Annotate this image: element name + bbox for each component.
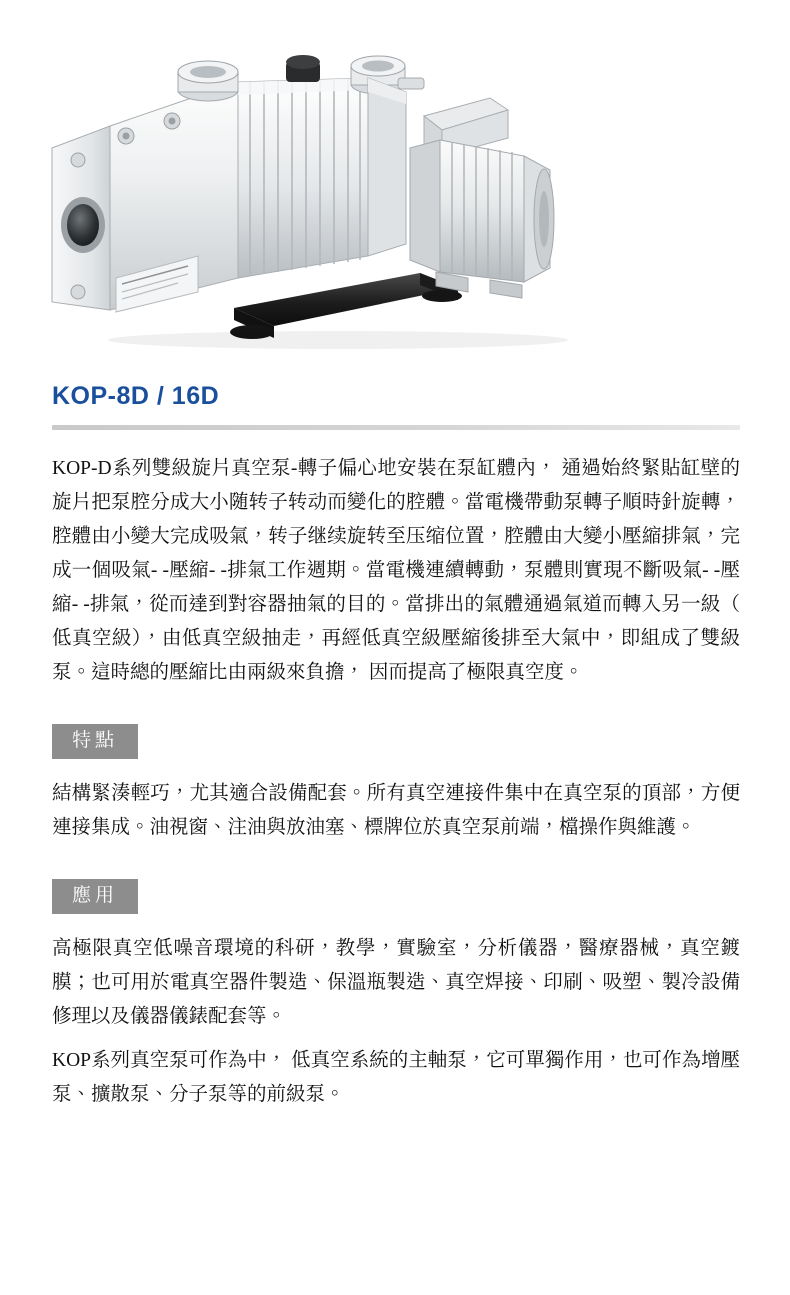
section-heading-applications: 應用 xyxy=(52,879,138,914)
title-divider xyxy=(52,425,740,430)
intro-paragraph: KOP-D系列雙級旋片真空泵-轉子偏心地安裝在泵缸體內， 通過始終緊貼缸壁的旋片把泵腔分成大小随转子转动而變化的腔體。當電機帶動泵轉子順時針旋轉， 腔體由小變大完成吸氣，转子继续旋转至压缩位置，腔體由大變小壓縮排氣，完成一個吸氣- -壓縮- -排氣工作週期。當電機連續轉動，泵體則實現不斷吸氣- -壓縮- -排氣，從而達到對容器抽氣的目的。當排出的氣體通過氣道而轉入另一級（ 低真空級），由低真空級抽走，再經低真空級壓縮後排至大氣中，即組成了雙級泵。這時總的壓縮比由兩級來負擔， 因而提高了極限真空度。 xyxy=(52,458,740,683)
vacuum-pump-illustration xyxy=(38,20,738,350)
pump-housing xyxy=(52,82,238,312)
product-image xyxy=(48,0,742,370)
pump-base xyxy=(230,273,462,339)
page-title: KOP-8D / 16D xyxy=(52,382,220,410)
electric-motor xyxy=(410,98,554,298)
pump-coupling-housing xyxy=(368,78,406,256)
pump-cooling-fins xyxy=(238,78,368,278)
section-heading-features: 特點 xyxy=(52,724,138,759)
applications-paragraph-2: KOP系列真空泵可作為中， 低真空系統的主軸泵，它可單獨作用，也可作為增壓泵、擴散泵、分子泵等的前級泵。 xyxy=(52,1050,740,1105)
applications-paragraph-1: 高極限真空低噪音環境的科研，教學，實驗室，分析儀器，醫療器械，真空鍍膜；也可用於電真空器件製造、保溫瓶製造、真空焊接、印刷、吸塑、製冷設備修理以及儀器儀錶配套等。 xyxy=(52,938,740,1027)
features-paragraph: 結構緊湊輕巧，尤其適合設備配套。所有真空連接件集中在真空泵的頂部，方便連接集成。油視窗、注油與放油塞、標牌位於真空泵前端，檔操作與維護。 xyxy=(52,783,740,838)
